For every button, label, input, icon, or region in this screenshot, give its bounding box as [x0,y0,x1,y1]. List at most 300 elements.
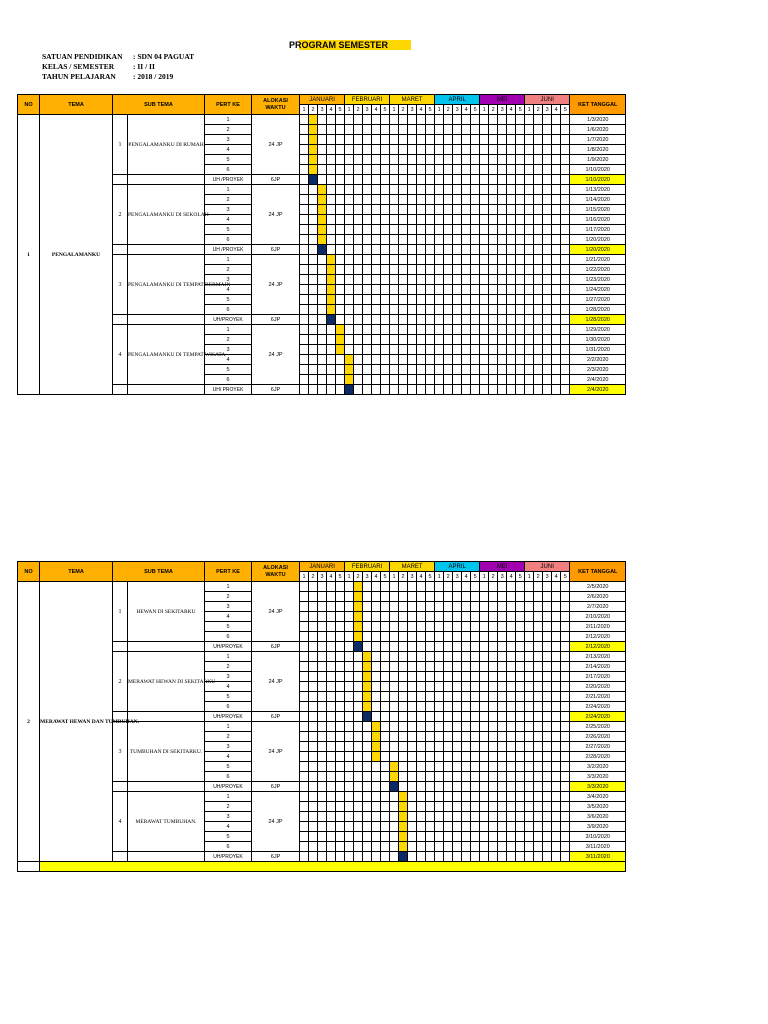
scheduled-week-cell [354,592,363,602]
week-cell [363,355,372,365]
week-cell [471,652,480,662]
week-number: 4 [462,572,471,582]
pertemuan-number: 2 [205,732,252,742]
week-cell [435,175,444,185]
week-cell [327,592,336,602]
week-cell [489,125,498,135]
week-cell [417,145,426,155]
week-cell [534,295,543,305]
week-cell [336,812,345,822]
week-cell [516,782,525,792]
week-cell [381,822,390,832]
week-cell [480,305,489,315]
week-cell [480,295,489,305]
week-cell [525,642,534,652]
week-cell [480,245,489,255]
week-cell [453,225,462,235]
week-cell [426,772,435,782]
week-cell [327,842,336,852]
week-cell [543,782,552,792]
week-cell [300,205,309,215]
week-cell [471,245,480,255]
week-cell [444,792,453,802]
header-tahun: TAHUN PELAJARAN : 2018 / 2019 [42,72,174,81]
week-cell [507,375,516,385]
week-cell [381,792,390,802]
week-cell [561,812,570,822]
week-cell [390,662,399,672]
alokasi-waktu: 24 JP [252,792,300,852]
week-cell [417,822,426,832]
week-cell [453,792,462,802]
week-cell [345,115,354,125]
week-cell [300,742,309,752]
pertemuan-number: 4 [205,145,252,155]
week-cell [300,275,309,285]
col-ket-header: KET TANGGAL [570,562,626,582]
week-cell [318,125,327,135]
week-cell [354,652,363,662]
week-cell [363,185,372,195]
week-cell [561,792,570,802]
week-cell [426,762,435,772]
week-cell [561,215,570,225]
week-cell [381,802,390,812]
week-cell [318,752,327,762]
week-cell [444,772,453,782]
week-cell [363,742,372,752]
week-cell [498,245,507,255]
scheduled-week-cell [309,135,318,145]
week-cell [480,612,489,622]
ket-tanggal: 2/14/2020 [570,662,626,672]
week-cell [480,732,489,742]
week-cell [363,335,372,345]
week-cell [435,612,444,622]
week-cell [453,612,462,622]
week-cell [390,335,399,345]
week-cell [498,285,507,295]
week-cell [381,612,390,622]
week-cell [300,345,309,355]
week-cell [354,305,363,315]
week-cell [300,375,309,385]
week-cell [336,365,345,375]
ket-tanggal: 1/15/2020 [570,205,626,215]
week-cell [561,612,570,622]
week-cell [435,245,444,255]
week-cell [363,275,372,285]
week-cell [471,215,480,225]
week-cell [453,155,462,165]
week-cell [435,295,444,305]
week-cell [462,632,471,642]
week-cell [453,692,462,702]
scheduled-week-cell [372,722,381,732]
week-cell [408,135,417,145]
week-cell [525,652,534,662]
week-cell [426,265,435,275]
week-cell [534,642,543,652]
week-cell [345,225,354,235]
week-cell [498,155,507,165]
week-cell [525,732,534,742]
week-cell [390,345,399,355]
week-number: 5 [561,105,570,115]
week-cell [507,682,516,692]
week-cell [381,325,390,335]
week-cell [471,792,480,802]
week-cell [435,315,444,325]
week-cell [318,662,327,672]
week-cell [345,135,354,145]
scheduled-week-cell [399,822,408,832]
week-cell [561,592,570,602]
week-cell [525,742,534,752]
week-cell [561,245,570,255]
week-cell [381,315,390,325]
week-cell [453,722,462,732]
week-cell [354,832,363,842]
week-cell [381,712,390,722]
week-number: 5 [426,105,435,115]
week-cell [489,185,498,195]
week-cell [381,672,390,682]
subtema-number-blank [113,782,128,792]
week-cell [309,842,318,852]
week-number: 2 [309,572,318,582]
week-cell [534,702,543,712]
tema-label: MERAWAT HEWAN DAN TUMBUHAN. [40,582,113,862]
footer-no-cell [18,862,40,872]
alokasi-uh: 6JP [252,175,300,185]
week-cell [435,125,444,135]
week-cell [480,582,489,592]
week-cell [318,832,327,842]
ket-tanggal: 2/4/2020 [570,385,626,395]
week-cell [426,652,435,662]
pertemuan-number: 4 [205,682,252,692]
week-cell [507,215,516,225]
week-cell [552,692,561,702]
pertemuan-number: UH/PROYEK [205,642,252,652]
week-cell [435,782,444,792]
week-cell [489,712,498,722]
week-cell [543,365,552,375]
week-cell [435,672,444,682]
week-cell [372,175,381,185]
week-cell [453,802,462,812]
week-cell [390,802,399,812]
week-cell [399,135,408,145]
week-cell [516,155,525,165]
scheduled-week-cell [354,622,363,632]
pertemuan-number: 3 [205,205,252,215]
week-cell [390,215,399,225]
week-cell [444,165,453,175]
week-cell [435,145,444,155]
week-cell [426,622,435,632]
week-cell [453,732,462,742]
week-cell [561,752,570,762]
week-cell [534,812,543,822]
week-cell [543,852,552,862]
week-cell [489,195,498,205]
week-cell [525,772,534,782]
week-cell [408,125,417,135]
week-cell [444,335,453,345]
week-cell [363,772,372,782]
week-cell [372,592,381,602]
week-cell [327,375,336,385]
scheduled-week-cell [354,632,363,642]
week-cell [543,285,552,295]
subtema-name: PENGALAMANKU DI TEMPAT BERMAIN [128,255,205,315]
week-cell [390,355,399,365]
week-cell [417,662,426,672]
week-cell [426,245,435,255]
week-cell [498,125,507,135]
week-cell [561,305,570,315]
week-number: 1 [390,572,399,582]
week-cell [471,165,480,175]
week-cell [471,375,480,385]
week-cell [417,265,426,275]
week-cell [309,315,318,325]
week-cell [480,772,489,782]
week-cell [534,672,543,682]
week-cell [300,155,309,165]
week-cell [561,265,570,275]
week-cell [300,672,309,682]
week-cell [345,165,354,175]
week-cell [300,135,309,145]
week-cell [408,145,417,155]
week-cell [543,602,552,612]
week-cell [516,135,525,145]
ket-tanggal: 2/4/2020 [570,375,626,385]
week-cell [354,692,363,702]
scheduled-week-cell [327,285,336,295]
scheduled-week-cell [318,215,327,225]
pertemuan-number: 1 [205,722,252,732]
week-cell [525,842,534,852]
week-cell [345,592,354,602]
week-cell [354,662,363,672]
month-header: JANUARI [300,95,345,105]
month-header: MEI [480,95,525,105]
week-cell [399,632,408,642]
week-cell [435,802,444,812]
week-cell [372,195,381,205]
week-cell [453,125,462,135]
week-cell [534,582,543,592]
week-cell [309,355,318,365]
col-alokasi-header [252,95,300,115]
week-cell [354,125,363,135]
week-cell [327,135,336,145]
col-pert-header: PERT KE [205,562,252,582]
week-cell [408,832,417,842]
subtema-name-blank [128,385,205,395]
week-cell [363,822,372,832]
week-cell [561,742,570,752]
week-cell [390,185,399,195]
week-cell [426,792,435,802]
week-cell [552,612,561,622]
week-cell [309,732,318,742]
week-cell [327,195,336,205]
week-cell [363,832,372,842]
week-cell [507,135,516,145]
week-cell [480,175,489,185]
week-number: 1 [480,105,489,115]
week-cell [480,205,489,215]
week-cell [318,692,327,702]
week-cell [327,672,336,682]
week-cell [444,632,453,642]
week-cell [471,832,480,842]
week-cell [426,642,435,652]
week-cell [453,135,462,145]
week-cell [471,602,480,612]
ket-tanggal: 1/22/2020 [570,265,626,275]
week-cell [390,295,399,305]
week-cell [498,792,507,802]
week-cell [444,235,453,245]
week-cell [363,195,372,205]
week-cell [327,215,336,225]
week-cell [345,662,354,672]
month-header: APRIL [435,562,480,572]
week-cell [345,255,354,265]
week-cell [534,145,543,155]
week-cell [507,115,516,125]
week-cell [552,235,561,245]
week-cell [534,175,543,185]
week-cell [489,255,498,265]
week-cell [336,245,345,255]
ket-tanggal: 1/20/2020 [570,245,626,255]
week-cell [534,802,543,812]
week-cell [399,772,408,782]
week-cell [399,205,408,215]
week-cell [507,712,516,722]
scheduled-week-cell [318,205,327,215]
week-cell [435,215,444,225]
week-cell [543,225,552,235]
week-number: 4 [417,105,426,115]
week-cell [561,375,570,385]
week-cell [534,275,543,285]
alokasi-waktu: 24 JP [252,582,300,642]
week-cell [300,582,309,592]
week-cell [516,832,525,842]
week-cell [471,205,480,215]
week-number: 4 [417,572,426,582]
week-cell [426,145,435,155]
pertemuan-number: 3 [205,275,252,285]
week-cell [435,135,444,145]
week-cell [417,602,426,612]
week-cell [453,315,462,325]
week-cell [453,602,462,612]
week-cell [489,762,498,772]
week-cell [471,672,480,682]
week-cell [534,335,543,345]
week-cell [453,235,462,245]
week-number: 4 [327,105,336,115]
ket-tanggal: 3/5/2020 [570,802,626,812]
week-cell [489,652,498,662]
week-cell [489,602,498,612]
week-cell [327,662,336,672]
ket-tanggal: 1/28/2020 [570,315,626,325]
week-cell [516,365,525,375]
week-cell [525,592,534,602]
week-cell [507,285,516,295]
week-cell [480,195,489,205]
week-cell [363,385,372,395]
week-cell [525,355,534,365]
week-cell [408,255,417,265]
week-cell [498,842,507,852]
week-cell [318,365,327,375]
week-cell [300,175,309,185]
week-cell [498,652,507,662]
week-cell [534,265,543,275]
week-cell [372,802,381,812]
week-cell [354,732,363,742]
week-cell [534,842,543,852]
week-cell [561,185,570,195]
week-cell [480,682,489,692]
week-cell [345,842,354,852]
ket-tanggal: 1/31/2020 [570,345,626,355]
week-cell [381,185,390,195]
week-cell [426,722,435,732]
week-cell [480,642,489,652]
week-cell [453,325,462,335]
pertemuan-number: UH /PROYEK [205,175,252,185]
week-cell [363,602,372,612]
week-cell [399,752,408,762]
scheduled-week-cell [327,265,336,275]
week-cell [444,205,453,215]
week-cell [354,722,363,732]
week-cell [561,325,570,335]
week-cell [408,175,417,185]
week-cell [453,145,462,155]
week-cell [381,165,390,175]
week-cell [309,652,318,662]
week-cell [426,235,435,245]
ket-tanggal: 3/4/2020 [570,792,626,802]
week-cell [318,592,327,602]
ket-tanggal: 1/20/2020 [570,235,626,245]
week-cell [525,265,534,275]
week-cell [372,355,381,365]
pertemuan-number: 4 [205,612,252,622]
week-cell [426,165,435,175]
week-cell [552,752,561,762]
week-cell [336,155,345,165]
week-cell [318,822,327,832]
week-cell [489,355,498,365]
subtema-name-blank [128,712,205,722]
week-cell [507,582,516,592]
scheduled-week-cell [363,712,372,722]
